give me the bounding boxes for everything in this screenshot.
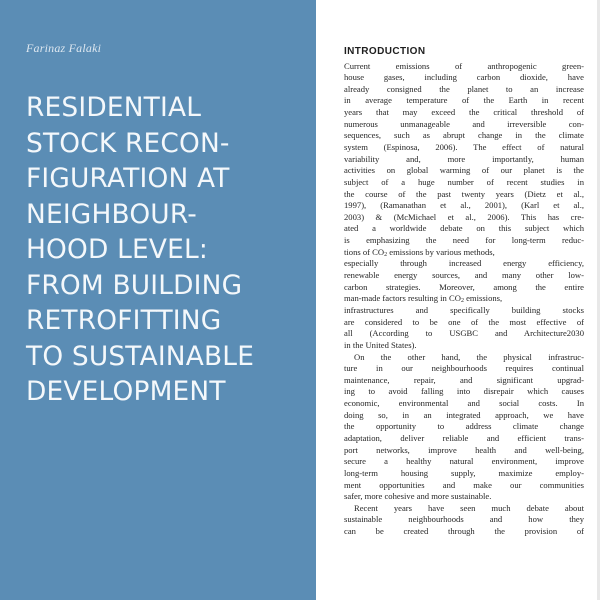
body-line: years that may exceed the critical threshold of <box>344 107 584 118</box>
body-text <box>344 61 584 538</box>
title-line: RETROFITTING <box>26 305 222 336</box>
title-line: NEIGHBOUR- <box>26 198 198 230</box>
author-name: Farinaz Falaki <box>26 41 102 55</box>
body-line: the opportunity to address climate change <box>344 421 584 432</box>
body-line: Recent years have seen much debate about <box>354 502 584 513</box>
body-line: port networks, improve health and well-being, <box>344 444 584 455</box>
body-line: variability and, more importantly, human <box>344 153 584 164</box>
body-line: ture in our neighbourhoods requires continual <box>344 363 584 374</box>
body-line: the course of the past twenty years (Dietz et al., <box>344 188 584 199</box>
body-line: ment opportunities and make our communities <box>344 479 584 490</box>
title-line: HOOD LEVEL: <box>26 234 208 265</box>
body-line: doing so, in an integrated approach, we have <box>344 409 584 420</box>
body-line: economic, environmental and social costs. In <box>344 398 584 409</box>
title-line: RESIDENTIAL <box>26 92 202 123</box>
co2-subscript: 2 <box>384 251 388 258</box>
body-line: activities on global warming of our planet is the <box>344 165 584 176</box>
body-line: 1997), (Ramanathan et al., 2001), (Karl et al., <box>344 200 584 211</box>
body-line: ing to avoid falling into disrepair which causes <box>344 386 584 397</box>
body-line: long-term housing supply, maximize employ- <box>344 467 584 478</box>
body-line: Current emissions of anthropogenic green- <box>344 60 584 71</box>
body-line: house gases, including carbon dioxide, have <box>344 72 584 83</box>
body-line: subject of a huge number of recent studies in <box>344 176 584 187</box>
body-line: in the United States). <box>344 339 417 350</box>
co2-text-tail: emissions, <box>463 293 503 304</box>
body-line: On the other hand, the physical infrastruc- <box>354 351 584 362</box>
body-line: especially through increased energy efficiency, <box>344 258 584 269</box>
body-line: sustainable neighbourhoods and how they <box>344 514 584 525</box>
body-line: can be created through the provision of <box>344 526 584 537</box>
body-line: in average temperature of the Earth in recent <box>344 95 584 106</box>
body-line: renewable energy sources, and many other low- <box>344 270 584 281</box>
body-line: maintenance, repair, and significant upgrad- <box>344 374 584 385</box>
body-line: infrastructures and specifically building stocks <box>344 304 584 315</box>
body-line: carbon strategies. Moreover, among the entire <box>344 281 584 292</box>
title-line: FROM BUILDING <box>26 269 243 301</box>
title-line: FIGURATION AT <box>26 163 230 194</box>
title-line: TO SUSTAINABLE <box>26 340 255 372</box>
body-line: secure a healthy natural environment, improve <box>344 456 584 467</box>
section-heading: INTRODUCTION <box>344 46 426 57</box>
body-line: sequences, such as abrupt change in the climate <box>344 130 584 141</box>
body-line: already consigned the planet to an increase <box>344 83 584 94</box>
body-line: all (According to USGBC and Architecture2030 <box>344 328 584 339</box>
title-line: DEVELOPMENT <box>26 376 226 407</box>
co2-text: man-made factors resulting in CO <box>344 293 461 304</box>
body-line: are considered to be one of the most effective of <box>344 316 584 327</box>
body-line: numerous unmanageable and irreversible con- <box>344 118 584 129</box>
body-line: system (Espinosa, 2006). The effect of natural <box>344 141 584 152</box>
article-title <box>26 90 314 410</box>
co2-text: tions of CO <box>344 246 385 257</box>
body-line: adaptation, deliver reliable and efficient trans- <box>344 433 584 443</box>
body-line <box>344 293 584 305</box>
body-line: is emphasizing the need for long-term reduc- <box>344 235 584 246</box>
title-line: STOCK RECON- <box>26 127 230 159</box>
body-line: ated a worldwide debate on this subject which <box>344 223 584 234</box>
co2-text-tail: emissions by various methods, <box>387 246 495 257</box>
co2-subscript: 2 <box>460 298 464 305</box>
body-line <box>344 247 584 259</box>
body-line: safer, more cohesive and more sustainable. <box>344 491 492 502</box>
body-line: 2003) & (McMichael et al., 2006). This has cre- <box>344 211 584 222</box>
